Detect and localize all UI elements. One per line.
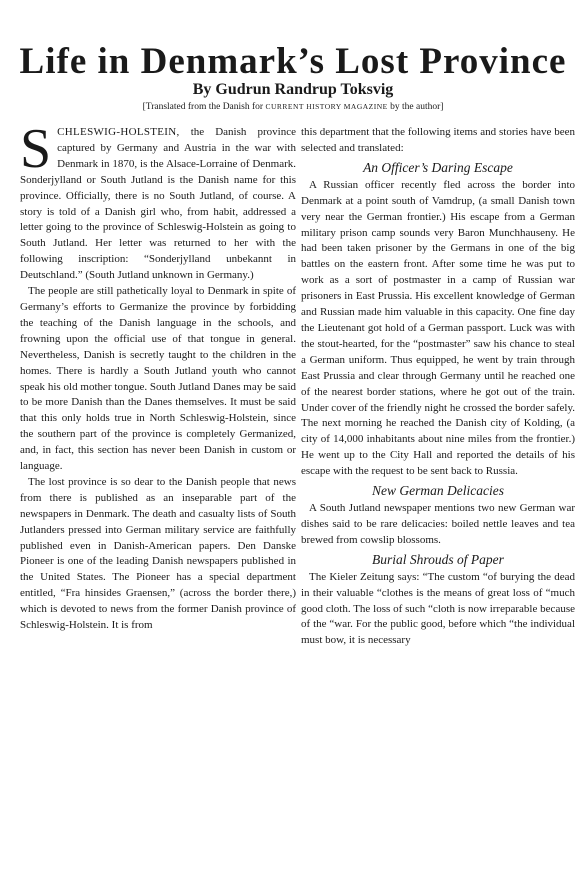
translation-note-suffix: by the author]	[387, 102, 444, 112]
paragraph-burial-shrouds: The Kieler Zeitung says: “The custom “of burying the dead in their valuable “clothes is the means of great loss of “much good cloth. The loss of such “cloth is now irreparable because of the “war. For the public good, before which “the individual must bow, it is necessary	[301, 570, 575, 647]
drop-cap: S	[20, 118, 52, 180]
paragraph-loyalty: The people are still pathetically loyal to Denmark in spite of Germany’s efforts to Germanize the province by forbidding the teaching of the Danish language in the schools, and frowning upon the official use of that tongue in general. Nevertheless, Danish is secretly taught to the children in the homes. There is hardly a South Jutland youth who cannot speak his old mother tongue. South Jutland Danes may be said to be more Danish than the Danes themselves. It must be said that this only holds true in North Schleswig-Holstein, since the southern part of the province is completely Germanized, and, in fact, this section has never been Danish in custom or language.	[20, 285, 296, 473]
translation-note	[0, 100, 586, 114]
translation-note-prefix: [Translated from the Danish for	[142, 102, 266, 112]
subhead-german-delicacies: New German Delicacies	[372, 483, 504, 499]
subhead-officer-escape: An Officer’s Daring Escape	[363, 159, 513, 175]
magazine-name: CURRENT HISTORY MAGAZINE	[265, 102, 388, 111]
opening-paragraph-text: the Danish province captured by Germany and Austria in the war with Denmark in 1870, is the Alsace-Lorraine of Denmark. Sonderjylland or South Jutland is the Danish name for this province. Officially, there is no South Jutland, of course. A story is told of a Danish girl who, from habit, addressed a letter going to the province of Schleswig-Holstein as going to South Jutland. Her letter was returned to her with the following inscription: “Sonderjylland unbekannt in Deutschland.” (South Jutland unknown in Germany.)	[20, 126, 296, 282]
paragraph-german-delicacies: A South Jutland newspaper mentions two new German war dishes said to be rare delicacies: boiled nettle leaves and tea brewed from cowslip blossoms.	[301, 502, 575, 546]
subhead-burial-shrouds: Burial Shrouds of Paper	[372, 551, 504, 567]
paragraph-officer-escape: A Russian officer recently fled across the border into Denmark at a point south of Vamdrup, (a small Danish town very near the German frontier.) His escape from a German military prison camp sounds very Baron Munchhauseny. He had been taken prisoner by the Germans in one of the big battles on the eastern front. After some time he was put to work as a sort of postmaster in a camp of Russian war prisoners in East Prussia. His excellent knowledge of German and Russian made him valuable in this capacity. One fine day the Lieutenant got hold of a German passport. Luck was with the stout-hearted, for the “postmaster” saw his chance to steal a German uniform. Thus equipped, he went by train through East Prussia and clear through Germany until he reached one of the nearest border stations, where he got out of the train. Under cover of the friendly night he crossed the border safely. The next morning he reached the Danish city of Kolding, (a city of 14,000 inhabitants about nine miles from the frontier.) He went up to the City Hall and reported the details of his escape with the request to be sent back to Russia.	[301, 178, 575, 478]
article-byline: By Gudrun Randrup Toksvig	[192, 81, 394, 98]
paragraph-continuation: this department that the following items and stories have been selected and translated:	[301, 126, 575, 154]
opening-paragraph	[20, 118, 296, 284]
right-column	[301, 125, 575, 649]
lead-caps: CHLESWIG-HOLSTEIN,	[57, 126, 180, 138]
left-column	[20, 118, 296, 634]
paragraph-newspapers: The lost province is so dear to the Danish people that news from there is published as an inseparable part of the newspapers in Denmark. The death and casualty lists of South Jutlanders pressed into German military service are faithfully published even in Danish-American papers. Den Danske Pioneer is one of the leading Danish newspapers published in the United States. The Pioneer has a special department entitled, “Fra hinsides Graensen,” (across the border there,) which is devoted to news from the former Danish province of Schleswig-Holstein. It is from	[20, 475, 296, 632]
article-title: Life in Denmark’s Lost Province	[19, 41, 567, 82]
